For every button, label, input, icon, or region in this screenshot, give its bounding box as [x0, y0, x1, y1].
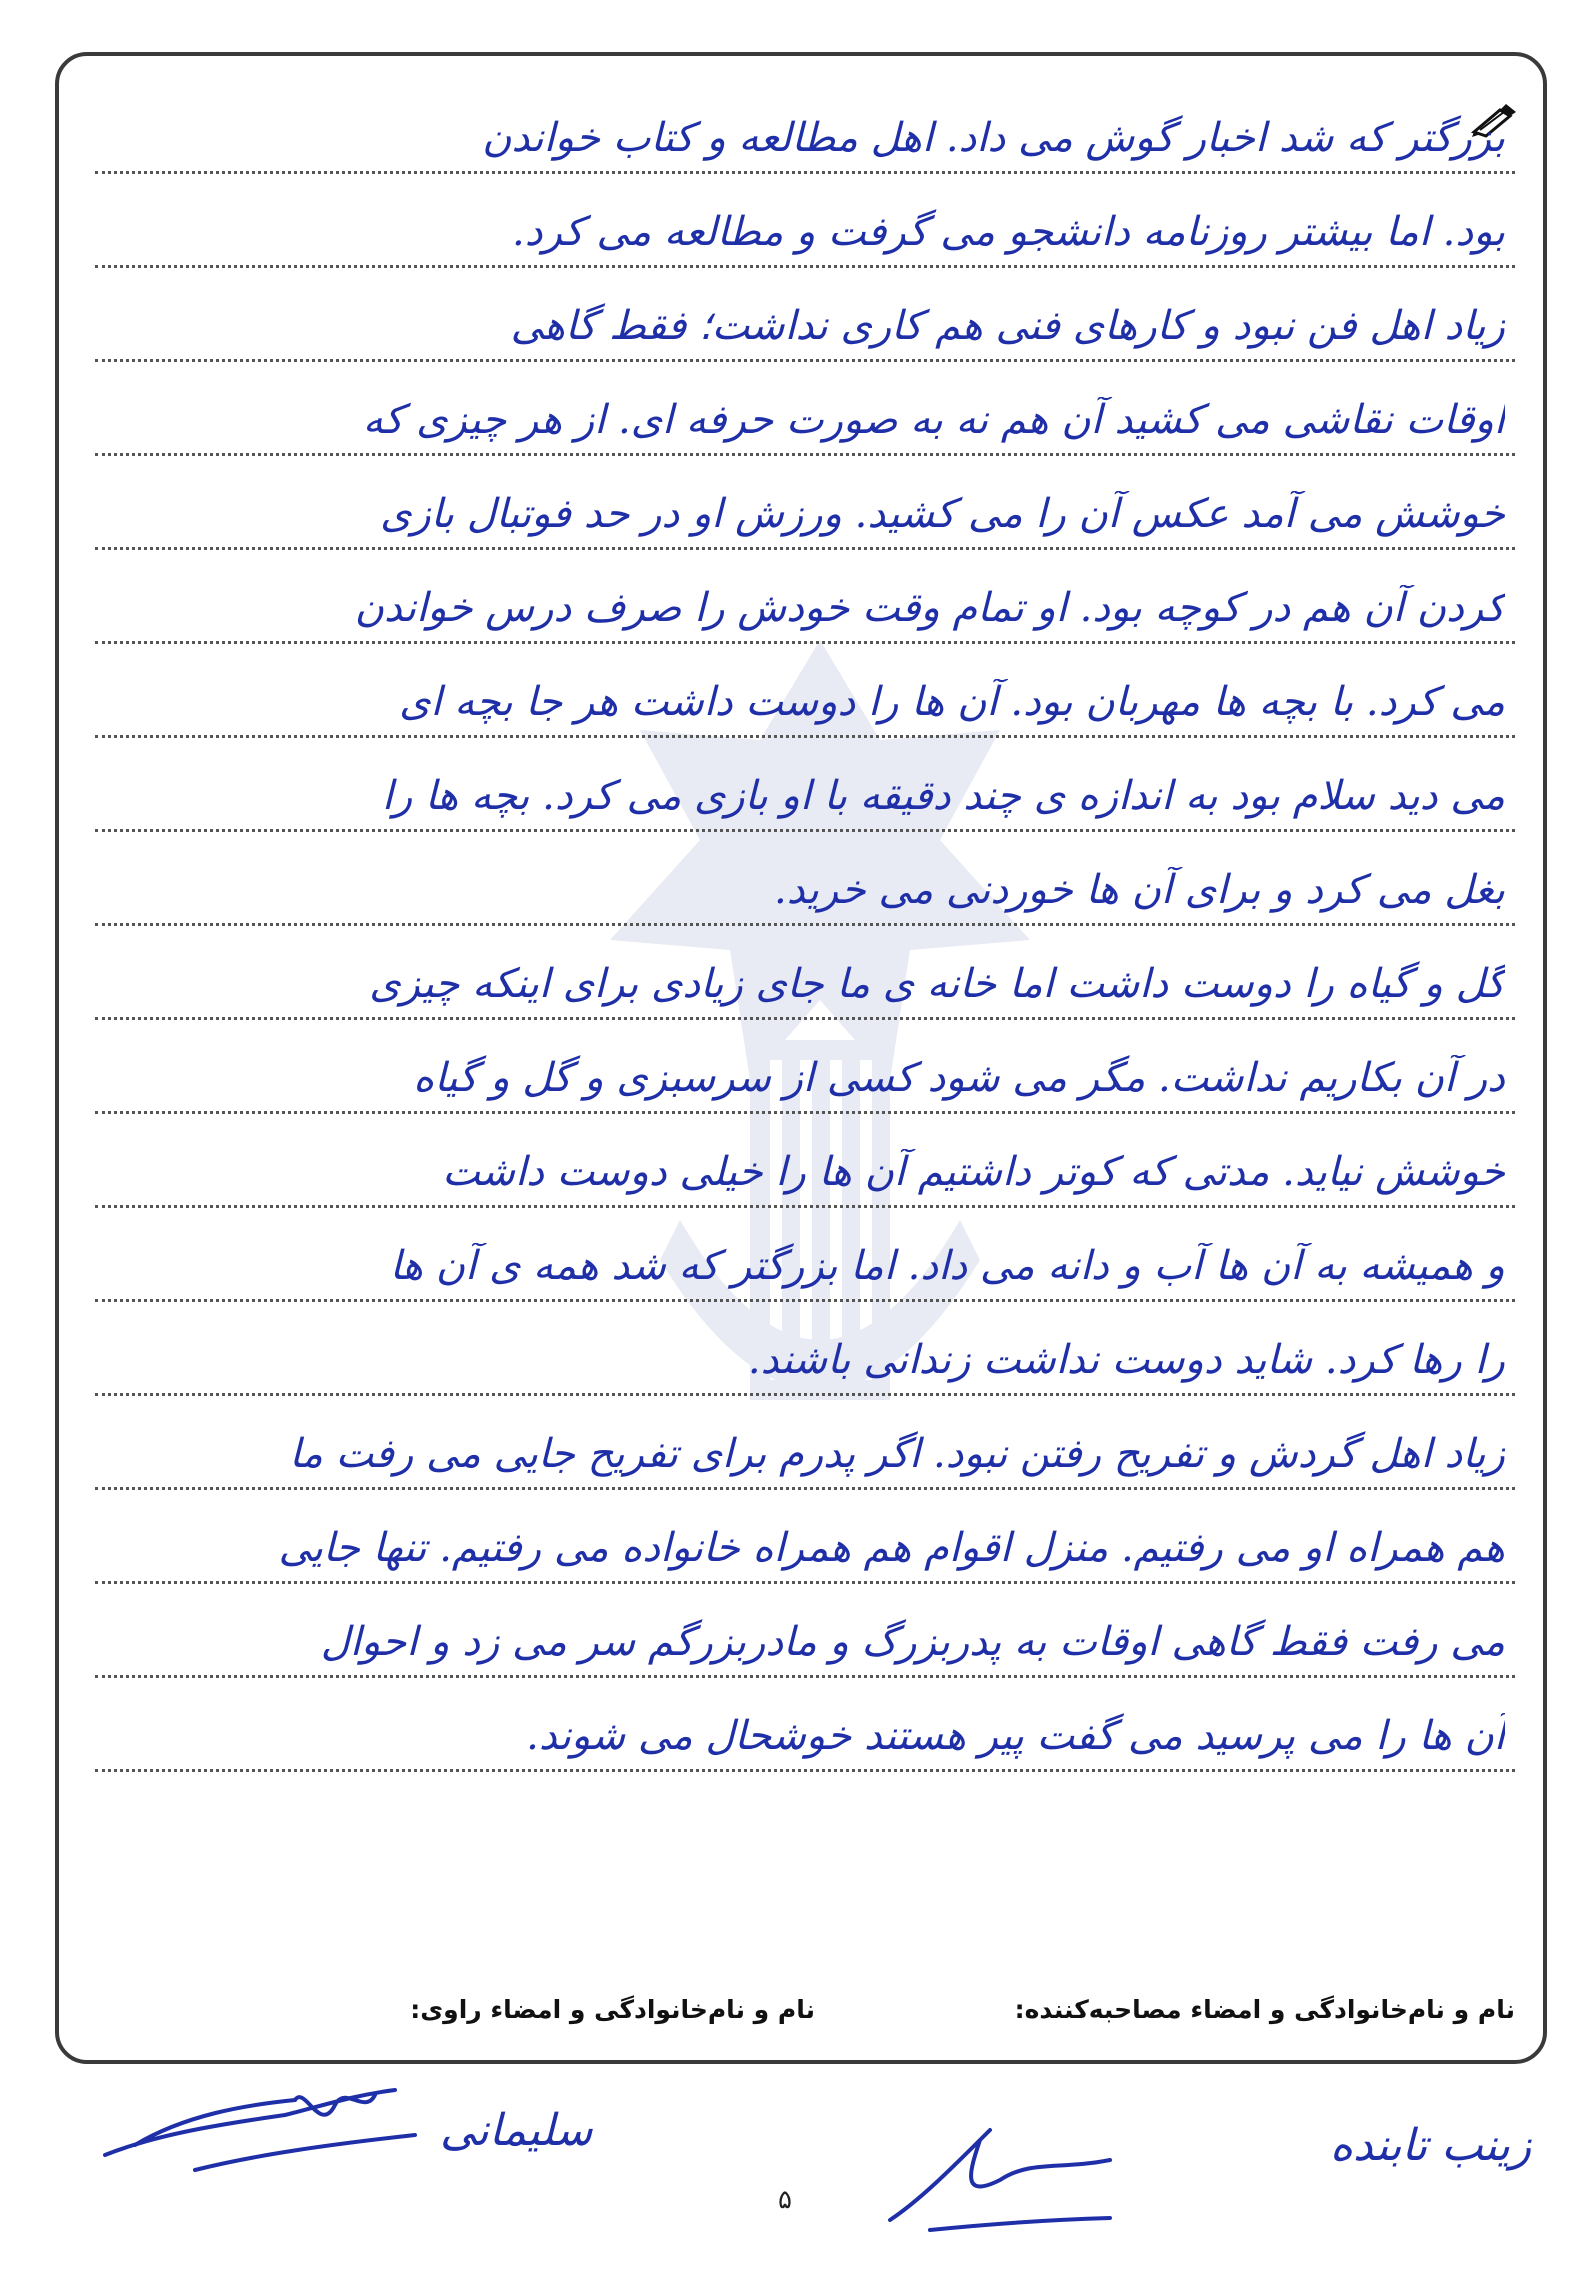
interviewer-signature: [860, 2110, 1150, 2240]
text-line: [95, 738, 1515, 832]
interviewer-label: نام و نام‌خانوادگی و امضاء مصاحبه‌کننده:: [1014, 1995, 1515, 2024]
handwritten-text: زیاد اهل گردش و تفریح رفتن نبود. اگر پدرم برای تفریح جایی می رفت ما: [289, 1431, 1505, 1477]
handwritten-text: می دید سلام بود به اندازه ی چند دقیقه با او بازی می کرد. بچه ها را: [381, 773, 1505, 819]
handwritten-lines: [95, 80, 1515, 1772]
narrator-name: سلیمانی: [440, 2105, 593, 2156]
text-line: [95, 456, 1515, 550]
handwritten-text: در آن بکاریم نداشت. مگر می شود کسی از سرسبزی و گل و گیاه: [413, 1055, 1505, 1101]
narrator-label: نام و نام‌خانوادگی و امضاء راوی:: [410, 1995, 815, 2024]
text-line: [95, 1584, 1515, 1678]
handwritten-text: را رها کرد. شاید دوست نداشت زندانی باشند.: [747, 1337, 1505, 1383]
text-line: [95, 550, 1515, 644]
handwritten-text: زیاد اهل فن نبود و کارهای فنی هم کاری نداشت؛ فقط گاهی: [510, 303, 1505, 349]
text-line: [95, 1302, 1515, 1396]
text-line: [95, 644, 1515, 738]
text-line: [95, 1678, 1515, 1772]
text-line: [95, 1020, 1515, 1114]
handwritten-text: خوشش نیاید. مدتی که کوتر داشتیم آن ها را خیلی دوست داشت: [442, 1149, 1505, 1195]
handwritten-text: خوشش می آمد عکس آن را می کشید. ورزش او در حد فوتبال بازی: [380, 491, 1505, 537]
handwritten-text: هم همراه او می رفتیم. منزل اقوام هم همراه خانواده می رفتیم. تنها جایی: [278, 1525, 1505, 1571]
handwritten-text: کردن آن هم در کوچه بود. او تمام وقت خودش را صرف درس خواندن: [354, 585, 1505, 631]
handwritten-text: بزرگتر که شد اخبار گوش می داد. اهل مطالعه و کتاب خواندن: [482, 115, 1505, 161]
text-line: [95, 362, 1515, 456]
interviewer-name: زینب تابنده: [1330, 2120, 1532, 2171]
text-line: [95, 1490, 1515, 1584]
page-number: ۵: [778, 2185, 792, 2215]
handwritten-text: می کرد. با بچه ها مهربان بود. آن ها را دوست داشت هر جا بچه ای: [399, 679, 1505, 725]
text-line: [95, 80, 1515, 174]
handwritten-text: اوقات نقاشی می کشید آن هم نه به صورت حرفه ای. از هر چیزی که: [362, 397, 1505, 443]
handwritten-text: و همیشه به آن ها آب و دانه می داد. اما بزرگتر که شد همه ی آن ها: [389, 1243, 1505, 1289]
handwritten-text: بغل می کرد و برای آن ها خوردنی می خرید.: [774, 867, 1505, 913]
handwritten-text: بود. اما بیشتر روزنامه دانشجو می گرفت و مطالعه می کرد.: [512, 209, 1505, 255]
text-line: [95, 1396, 1515, 1490]
handwritten-text: آن ها را می پرسید می گفت پیر هستند خوشحال می شوند.: [526, 1713, 1505, 1759]
narrator-signature: [95, 2075, 425, 2185]
text-line: [95, 174, 1515, 268]
handwritten-text: گل و گیاه را دوست داشت اما خانه ی ما جای زیادی برای اینکه چیزی: [369, 961, 1505, 1007]
handwritten-text: می رفت فقط گاهی اوقات به پدربزرگ و مادربزرگم سر می زد و احوال: [320, 1619, 1505, 1665]
text-line: [95, 926, 1515, 1020]
text-line: [95, 832, 1515, 926]
text-line: [95, 268, 1515, 362]
text-line: [95, 1208, 1515, 1302]
text-line: [95, 1114, 1515, 1208]
signature-labels: [95, 1995, 1515, 2045]
